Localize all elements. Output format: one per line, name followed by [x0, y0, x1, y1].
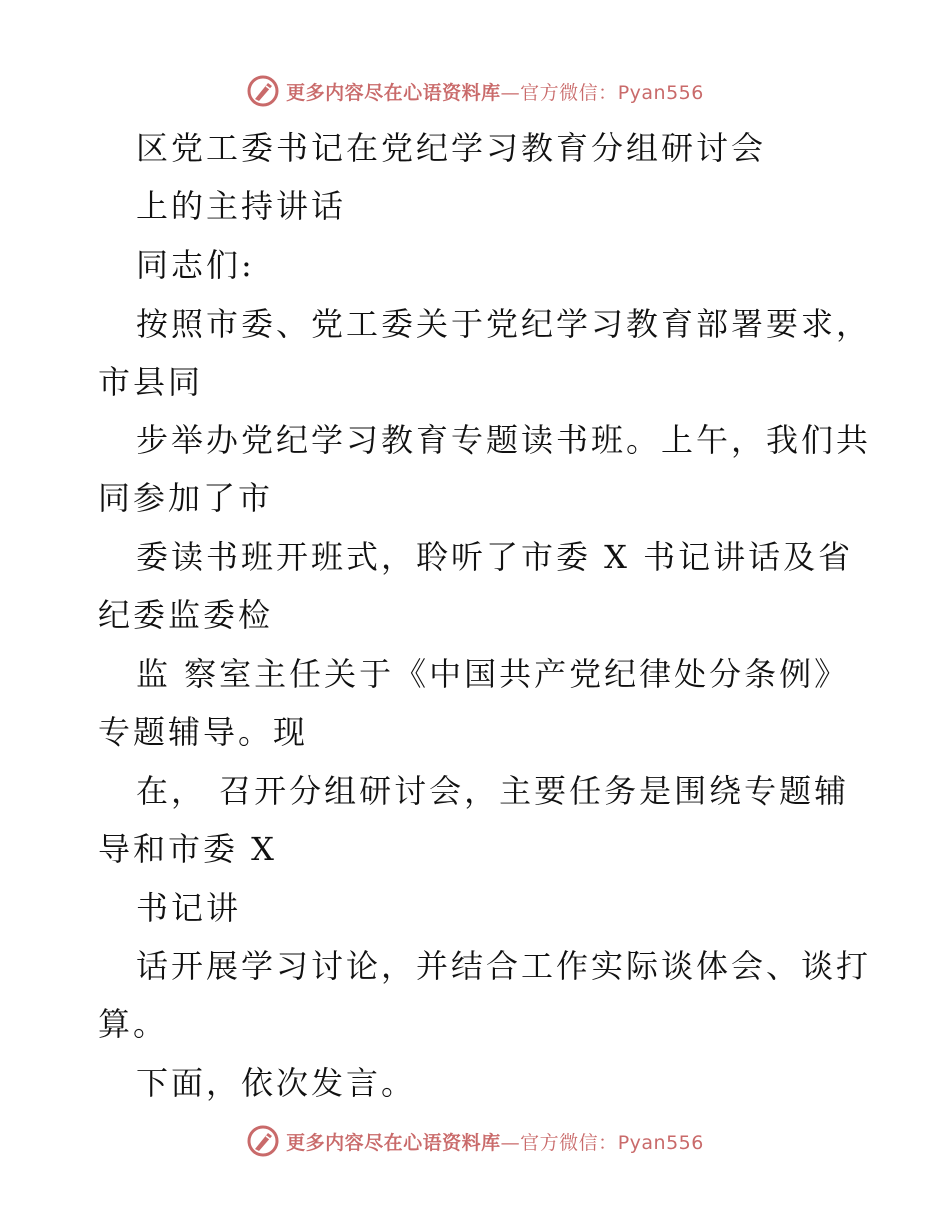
watermark-wechat-label: 官方微信：	[520, 1131, 618, 1154]
closing-line: 下面，依次发言。	[136, 1064, 417, 1102]
watermark-wechat-id: Pyan556	[617, 81, 704, 104]
paragraph-line: 在， 召开分组研讨会，主要任务是围绕专题辅	[136, 772, 850, 810]
paragraph-line: 监 察室主任关于《中国共产党纪律处分条例》	[136, 655, 850, 693]
feather-logo-icon	[246, 74, 280, 108]
paragraph-line: 同参加了市	[98, 479, 274, 517]
paragraph-line: 委读书班开班式，聆听了市委 X 书记讲话及省	[136, 538, 854, 576]
paragraph-line: 步举办党纪学习教育专题读书班。上午，我们共	[136, 421, 872, 459]
document-title-line-1: 区党工委书记在党纪学习教育分组研讨会	[136, 129, 767, 167]
watermark-text	[286, 1128, 704, 1155]
document-title-line-2: 上的主持讲话	[136, 187, 347, 225]
paragraph-line: 纪委监委检	[98, 596, 274, 634]
watermark-main: 更多内容尽在心语资料库	[286, 1131, 501, 1154]
watermark-wechat-id: Pyan556	[617, 1131, 704, 1154]
paragraph-line: 算。	[98, 1005, 169, 1043]
watermark-dash: —	[500, 81, 521, 104]
paragraph-line: 话开展学习讨论，并结合工作实际谈体会、谈打	[136, 947, 872, 985]
paragraph-line: 按照市委、党工委关于党纪学习教育部署要求，	[136, 305, 872, 343]
header-watermark	[0, 71, 950, 111]
paragraph-line: 专题辅导。现	[98, 713, 309, 751]
watermark-dash: —	[500, 1131, 521, 1154]
paragraph-line: 市县同	[98, 363, 204, 401]
watermark-wechat-label: 官方微信：	[520, 81, 618, 104]
feather-logo-icon	[246, 1124, 280, 1158]
watermark-text	[286, 78, 704, 105]
salutation: 同志们:	[136, 246, 255, 284]
paragraph-line: 导和市委 X	[98, 830, 277, 868]
paragraph-line: 书记讲	[136, 889, 242, 927]
watermark-main: 更多内容尽在心语资料库	[286, 81, 501, 104]
footer-watermark	[0, 1121, 950, 1161]
